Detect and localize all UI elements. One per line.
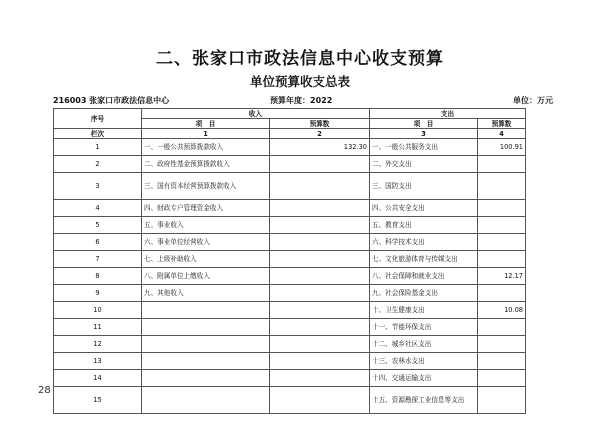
row-seq: 5: [54, 217, 142, 234]
table-row: [54, 156, 526, 173]
income-item: 二、政府性基金预算拨款收入: [142, 156, 270, 173]
table-row: [54, 234, 526, 251]
expense-budget: [478, 336, 526, 353]
income-item: [142, 353, 270, 370]
expense-budget: [478, 370, 526, 387]
income-item: 八、附属单位上缴收入: [142, 268, 270, 285]
income-item: 七、上级补助收入: [142, 251, 270, 268]
expense-item: 二、外交支出: [370, 156, 478, 173]
expense-budget: [478, 200, 526, 217]
income-item: [142, 302, 270, 319]
table-row: [54, 217, 526, 234]
row-seq: 2: [54, 156, 142, 173]
col-2: 2: [270, 129, 370, 139]
income-budget: [270, 217, 370, 234]
col-label: 栏次: [54, 129, 142, 139]
header-expense-item: 项 目: [370, 119, 478, 129]
table-row: [54, 139, 526, 156]
income-budget: [270, 285, 370, 302]
row-seq: 12: [54, 336, 142, 353]
income-item: 六、事业单位经营收入: [142, 234, 270, 251]
expense-item: 十二、城乡社区支出: [370, 336, 478, 353]
expense-budget: [478, 217, 526, 234]
table-row: [54, 200, 526, 217]
income-item: 三、国有资本经营预算拨款收入: [142, 173, 270, 200]
income-item: 九、其他收入: [142, 285, 270, 302]
table-row: [54, 302, 526, 319]
row-seq: 6: [54, 234, 142, 251]
income-budget: [270, 336, 370, 353]
income-budget: [270, 156, 370, 173]
expense-item: 九、社会保险基金支出: [370, 285, 478, 302]
income-budget: [270, 319, 370, 336]
table-row: [54, 268, 526, 285]
expense-item: 一、一般公共服务支出: [370, 139, 478, 156]
header-seq: 序号: [54, 109, 142, 129]
expense-budget: [478, 173, 526, 200]
row-seq: 11: [54, 319, 142, 336]
income-budget: [270, 234, 370, 251]
expense-budget: [478, 285, 526, 302]
expense-budget: [478, 156, 526, 173]
row-seq: 10: [54, 302, 142, 319]
table-row: [54, 251, 526, 268]
income-budget: [270, 370, 370, 387]
header-income-item: 项 目: [142, 119, 270, 129]
page-number: 28: [38, 385, 51, 396]
row-seq: 8: [54, 268, 142, 285]
header-income: 收入: [142, 109, 370, 119]
budget-year: 预算年度：2022: [270, 96, 333, 105]
income-budget: [270, 200, 370, 217]
expense-item: 八、社会保障和就业支出: [370, 268, 478, 285]
income-budget: [270, 353, 370, 370]
income-budget: [270, 268, 370, 285]
row-seq: 1: [54, 139, 142, 156]
income-budget: [270, 173, 370, 200]
income-item: 四、财政专户管理资金收入: [142, 200, 270, 217]
table-row: [54, 173, 526, 200]
org-code-name: 216003 张家口市政法信息中心: [53, 96, 170, 105]
expense-budget: [478, 387, 526, 414]
row-seq: 9: [54, 285, 142, 302]
income-budget: [270, 302, 370, 319]
row-seq: 3: [54, 173, 142, 200]
row-seq: 14: [54, 370, 142, 387]
expense-item: 十、卫生健康支出: [370, 302, 478, 319]
col-1: 1: [142, 129, 270, 139]
table-row: [54, 319, 526, 336]
income-item: [142, 387, 270, 414]
expense-item: 六、科学技术支出: [370, 234, 478, 251]
expense-item: 五、教育支出: [370, 217, 478, 234]
expense-item: 十五、资源勘探工业信息等支出: [370, 387, 478, 414]
header-expense: 支出: [370, 109, 526, 119]
table-row: [54, 285, 526, 302]
table-row: [54, 336, 526, 353]
income-item: 五、事业收入: [142, 217, 270, 234]
row-seq: 13: [54, 353, 142, 370]
col-4: 4: [478, 129, 526, 139]
header-row-1: [54, 109, 526, 119]
table-subtitle: 单位预算收支总表: [249, 74, 350, 89]
expense-item: 十四、交通运输支出: [370, 370, 478, 387]
page-title: 二、张家口市政法信息中心收支预算: [156, 49, 444, 69]
column-index-row: [54, 129, 526, 139]
income-item: [142, 370, 270, 387]
income-budget: [270, 251, 370, 268]
header-income-budget: 预算数: [270, 119, 370, 129]
expense-item: 三、国防支出: [370, 173, 478, 200]
expense-budget: [478, 251, 526, 268]
expense-item: 十三、农林水支出: [370, 353, 478, 370]
expense-budget: [478, 353, 526, 370]
col-3: 3: [370, 129, 478, 139]
expense-budget: 12.17: [478, 268, 526, 285]
table-row: [54, 353, 526, 370]
row-seq: 7: [54, 251, 142, 268]
header-expense-budget: 预算数: [478, 119, 526, 129]
expense-budget: 10.08: [478, 302, 526, 319]
table-row: [54, 370, 526, 387]
table-row: [54, 387, 526, 414]
income-budget: 132.30: [270, 139, 370, 156]
income-budget: [270, 387, 370, 414]
expense-budget: [478, 234, 526, 251]
budget-table: [53, 108, 526, 414]
row-seq: 4: [54, 200, 142, 217]
unit-label: 单位：万元: [513, 96, 553, 105]
expense-item: 四、公共安全支出: [370, 200, 478, 217]
expense-budget: 100.91: [478, 139, 526, 156]
income-item: [142, 336, 270, 353]
row-seq: 15: [54, 387, 142, 414]
expense-item: 十一、节能环保支出: [370, 319, 478, 336]
expense-budget: [478, 319, 526, 336]
income-item: 一、一般公共预算拨款收入: [142, 139, 270, 156]
expense-item: 七、文化旅游体育与传媒支出: [370, 251, 478, 268]
income-item: [142, 319, 270, 336]
